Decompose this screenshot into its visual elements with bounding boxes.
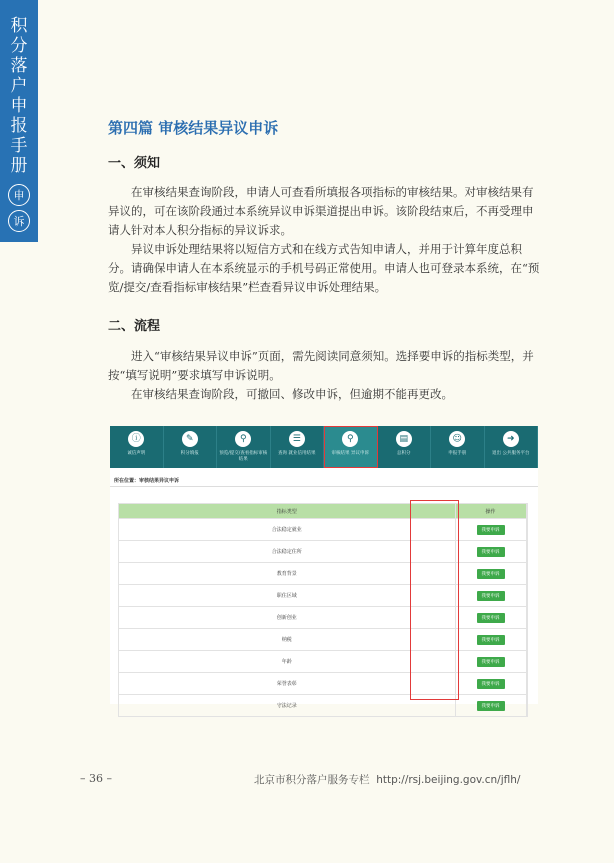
process-paragraph-2: 在审核结果查询阶段，可撤回、修改申诉，但逾期不能再更改。	[131, 387, 453, 401]
action-cell	[455, 541, 526, 563]
footer-source-name: 北京市积分落户服务专栏	[254, 774, 370, 786]
screenshot-navbar	[110, 426, 538, 468]
appeal-button[interactable]: 我要申诉	[477, 635, 505, 645]
process-text	[108, 347, 540, 404]
table-row	[119, 695, 528, 717]
side-tab-badge-1: 申	[8, 184, 30, 206]
score-icon: ▤	[396, 431, 412, 447]
notice-paragraph-2: 异议申诉处理结果将以短信方式和在线方式告知申请人，并用于计算年度总积分。请确保申请人在本系统显示的手机号码正常使用。申请人也可登录本系统，在“预览/提交/查看指标审核结果”栏查看异议申诉处理结果。	[108, 242, 540, 294]
search-icon: ⚲	[235, 431, 251, 447]
nav-label: 审核结果 异议申诉	[331, 451, 369, 456]
info-icon: ⓘ	[128, 431, 144, 447]
action-cell	[455, 563, 526, 585]
page-number: – 36 –	[80, 772, 112, 785]
divider	[110, 486, 538, 487]
indicator-type-cell: 创新创业	[119, 607, 456, 629]
section-heading-process: 二、流程	[108, 319, 161, 334]
pencil-icon: ✎	[182, 431, 198, 447]
nav-exit	[485, 426, 539, 468]
blank-cell	[526, 563, 527, 585]
blank-cell	[526, 673, 527, 695]
action-cell	[455, 519, 526, 541]
nav-integrity	[110, 426, 164, 468]
nav-label: 申报手册	[448, 451, 467, 456]
nav-appeal	[324, 426, 378, 468]
table-row	[119, 519, 528, 541]
table-row	[119, 607, 528, 629]
section-heading-notice: 一、须知	[108, 156, 161, 171]
appeal-button[interactable]: 我要申诉	[477, 679, 505, 689]
nav-total	[378, 426, 432, 468]
notice-text	[108, 183, 540, 297]
action-cell	[455, 607, 526, 629]
blank-cell	[526, 695, 527, 717]
action-cell	[455, 673, 526, 695]
nav-preview	[217, 426, 271, 468]
indicator-type-cell: 职住区域	[119, 585, 456, 607]
header-blank	[526, 504, 527, 519]
table-row	[119, 629, 528, 651]
appeal-button[interactable]: 我要申诉	[477, 613, 505, 623]
indicator-type-cell: 守法记录	[119, 695, 456, 717]
search-icon: ⚲	[342, 431, 358, 447]
indicator-type-cell: 纳税	[119, 629, 456, 651]
chapter-title: 第四篇 审核结果异议申诉	[108, 119, 279, 137]
nav-manual	[431, 426, 485, 468]
indicator-type-cell: 合法稳定住所	[119, 541, 456, 563]
action-cell	[455, 629, 526, 651]
breadcrumb: 所在位置：审核结果异议申诉	[114, 478, 180, 484]
indicator-type-cell: 荣誉表彰	[119, 673, 456, 695]
indicator-type-cell: 年龄	[119, 651, 456, 673]
appeal-button[interactable]: 我要申诉	[477, 525, 505, 535]
nav-label: 总积分	[397, 451, 411, 456]
nav-label: 退出 公共服务平台	[492, 451, 530, 456]
highlight-box	[410, 500, 459, 700]
footer-source	[254, 772, 520, 787]
side-tab-badge-2: 诉	[8, 210, 30, 232]
appeal-button[interactable]: 我要申诉	[477, 701, 505, 711]
appeal-button[interactable]: 我要申诉	[477, 591, 505, 601]
indicator-type-cell: 教育背景	[119, 563, 456, 585]
blank-cell	[526, 519, 527, 541]
action-cell	[455, 651, 526, 673]
nav-label: 查询 就业信用结果	[278, 451, 316, 456]
blank-cell	[526, 607, 527, 629]
table-row	[119, 585, 528, 607]
side-tab-title: 积分落户申报手册	[10, 16, 28, 176]
side-tab	[0, 0, 38, 242]
nav-fill	[164, 426, 218, 468]
list-icon: ☰	[289, 431, 305, 447]
table-header-row	[119, 504, 528, 519]
appeal-button[interactable]: 我要申诉	[477, 657, 505, 667]
process-paragraph-1: 进入“审核结果异议申诉”页面，需先阅读同意须知。选择要申诉的指标类型，并按“填写说明”要求填写申诉说明。	[108, 349, 534, 382]
blank-cell	[526, 651, 527, 673]
header-indicator-type: 指标类型	[119, 504, 456, 519]
nav-query	[271, 426, 325, 468]
nav-label: 预览/提交/查看指标审核结果	[219, 451, 268, 462]
table-row	[119, 673, 528, 695]
embedded-screenshot	[110, 426, 538, 709]
nav-label: 诚信声明	[127, 451, 146, 456]
appeal-button[interactable]: 我要申诉	[477, 569, 505, 579]
footer-url: http://rsj.beijing.gov.cn/jflh/	[376, 774, 521, 786]
table-row	[119, 651, 528, 673]
action-cell	[455, 695, 526, 717]
blank-cell	[526, 585, 527, 607]
header-action: 操作	[455, 504, 526, 519]
blank-cell	[526, 629, 527, 651]
person-icon: ☺	[449, 431, 465, 447]
indicator-type-cell: 合法稳定就业	[119, 519, 456, 541]
table-row	[119, 541, 528, 563]
nav-label: 积分填报	[180, 451, 199, 456]
appeal-table	[118, 503, 528, 717]
arrow-right-icon: ➜	[503, 431, 519, 447]
appeal-button[interactable]: 我要申诉	[477, 547, 505, 557]
blank-cell	[526, 541, 527, 563]
action-cell	[455, 585, 526, 607]
table-row	[119, 563, 528, 585]
notice-paragraph-1: 在审核结果查询阶段，申请人可查看所填报各项指标的审核结果。对审核结果有异议的，可在该阶段通过本系统异议申诉渠道提出申诉。该阶段结束后，不再受理申请人针对本人积分指标的异议诉求。	[108, 185, 534, 237]
